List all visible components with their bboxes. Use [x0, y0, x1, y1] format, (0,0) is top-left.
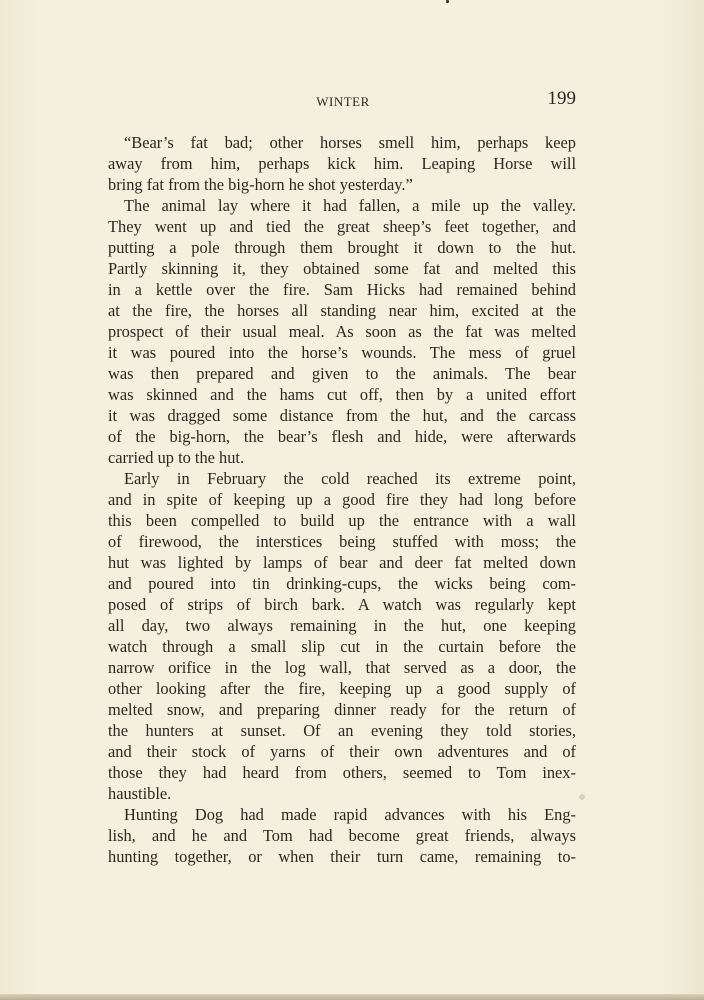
text-line: was skinned and the hams cut off, then by a united effort: [108, 385, 576, 404]
text-line: was then prepared and given to the animals. The bear: [108, 364, 576, 383]
text-line: it was dragged some distance from the hut, and the carcass: [108, 406, 576, 425]
print-mark: [446, 0, 449, 3]
text-line: all day, two always remaining in the hut, one keeping: [108, 616, 576, 635]
text-line: the hunters at sunset. Of an evening they told stories,: [108, 721, 576, 740]
text-line: Hunting Dog had made rapid advances with his Eng-: [124, 805, 576, 824]
running-title: WINTER: [316, 94, 370, 109]
body-text: [108, 132, 576, 867]
text-line: and their stock of yarns of their own adventures and of: [108, 742, 576, 761]
text-line: melted snow, and preparing dinner ready for the return of: [108, 700, 576, 719]
text-line: hut was lighted by lamps of bear and deer fat melted down: [108, 553, 576, 572]
text-line: hunting together, or when their turn came, remaining to-: [108, 847, 576, 866]
text-line: watch through a small slip cut in the curtain before the: [108, 637, 576, 656]
text-line: and in spite of keeping up a good fire they had long before: [108, 490, 576, 509]
text-line: putting a pole through them brought it down to the hut.: [108, 238, 576, 257]
text-line: “Bear’s fat bad; other horses smell him, perhaps keep: [124, 133, 576, 152]
text-line: those they had heard from others, seemed to Tom inex-: [108, 763, 576, 782]
text-line: bring fat from the big-horn he shot yesterday.”: [108, 175, 413, 194]
text-line: haustible.: [108, 784, 172, 803]
paper-blemish: [579, 794, 585, 800]
text-line: lish, and he and Tom had become great friends, always: [108, 826, 576, 845]
text-line: They went up and tied the great sheep’s feet together, and: [108, 217, 576, 236]
text-line: of the big-horn, the bear’s flesh and hide, were afterwards: [108, 427, 576, 446]
page-bottom-edge: [0, 994, 704, 1000]
text-line: other looking after the fire, keeping up a good supply of: [108, 679, 576, 698]
text-line: it was poured into the horse’s wounds. The mess of gruel: [108, 343, 576, 362]
text-line: posed of strips of birch bark. A watch was regularly kept: [108, 595, 576, 614]
text-line: at the fire, the horses all standing near him, excited at the: [108, 301, 576, 320]
text-line: narrow orifice in the log wall, that served as a door, the: [108, 658, 576, 677]
text-line: The animal lay where it had fallen, a mile up the valley.: [124, 196, 576, 215]
page-number: 199: [547, 88, 576, 109]
text-line: Partly skinning it, they obtained some fat and melted this: [108, 259, 576, 278]
text-line: in a kettle over the fire. Sam Hicks had remained behind: [108, 280, 576, 299]
text-line: and poured into tin drinking-cups, the wicks being com-: [108, 574, 576, 593]
text-line: this been compelled to build up the entrance with a wall: [108, 511, 576, 530]
text-line: Early in February the cold reached its extreme point,: [124, 469, 576, 488]
text-line: prospect of their usual meal. As soon as the fat was melted: [108, 322, 576, 341]
text-line: away from him, perhaps kick him. Leaping Horse will: [108, 154, 576, 173]
text-line: of firewood, the interstices being stuffed with moss; the: [108, 532, 576, 551]
running-head: [108, 88, 578, 116]
text-line: carried up to the hut.: [108, 448, 245, 467]
